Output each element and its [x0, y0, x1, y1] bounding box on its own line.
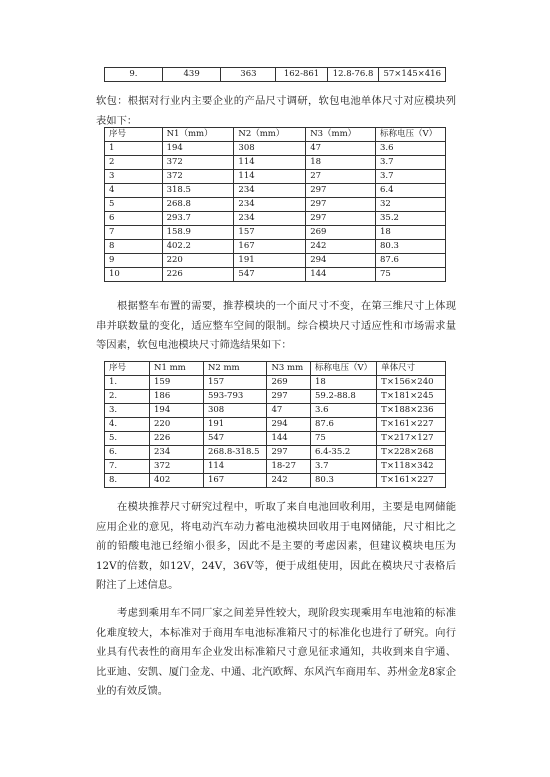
- table-cell: 268.8: [162, 198, 234, 212]
- table-cell: 9: [105, 254, 163, 268]
- table-row: [105, 404, 446, 418]
- table-cell: 363: [221, 68, 276, 82]
- table-cell: T×161×227: [377, 418, 446, 432]
- table-cell: 87.6: [376, 254, 446, 268]
- table-cell: 191: [234, 254, 306, 268]
- table-cell: 269: [267, 376, 311, 390]
- table-cell: 547: [234, 268, 306, 282]
- table-row: [105, 212, 446, 226]
- table-cell: 402: [150, 474, 204, 488]
- table-cell: 18: [376, 226, 446, 240]
- table-cell: 3: [105, 170, 163, 184]
- table-cell: 8.: [105, 474, 150, 488]
- column-header: N1（mm）: [162, 128, 234, 142]
- table-cell: 372: [162, 170, 234, 184]
- table-cell: 59.2-88.8: [311, 390, 377, 404]
- table-cell: 439: [162, 68, 221, 82]
- table-cell: 186: [150, 390, 204, 404]
- table-row: [105, 198, 446, 212]
- table-cell: 308: [234, 142, 306, 156]
- table-cell: 6.4-35.2: [311, 446, 377, 460]
- table-cell: 242: [306, 240, 376, 254]
- column-header: 序号: [105, 128, 163, 142]
- table-cell: 10: [105, 268, 163, 282]
- table-cell: 35.2: [376, 212, 446, 226]
- table-cell: 5.: [105, 432, 150, 446]
- table-cell: 80.3: [376, 240, 446, 254]
- table-cell: 167: [234, 240, 306, 254]
- table-cell: 114: [203, 460, 267, 474]
- table-cell: 80.3: [311, 474, 377, 488]
- table-row: [105, 170, 446, 184]
- table-cell: 402.2: [162, 240, 234, 254]
- table-cell: 234: [234, 212, 306, 226]
- table-cell: 114: [234, 170, 306, 184]
- table-row: [105, 474, 446, 488]
- table-row: [105, 142, 446, 156]
- table-cell: 372: [150, 460, 204, 474]
- table-row: [105, 254, 446, 268]
- table-row: [105, 156, 446, 170]
- table-body: [105, 362, 446, 488]
- table-cell: 4.: [105, 418, 150, 432]
- column-header: N2 mm: [203, 362, 267, 376]
- table-cell: 297: [306, 198, 376, 212]
- table-cell: 297: [267, 390, 311, 404]
- table-cell: 3.7: [311, 460, 377, 474]
- table-cell: 3.7: [376, 170, 446, 184]
- column-header: 单体尺寸: [377, 362, 446, 376]
- table-cell: 294: [306, 254, 376, 268]
- table-cell: 144: [306, 268, 376, 282]
- paragraph-module-recommendation: 根据整车布置的需要，推荐模块的一个面尺寸不变，在第三维尺寸上体现串并联数量的变化，适应整车空间的限制。综合模块尺寸适应性和市场需求量等因素，软包电池模块尺寸筛选结果如下：: [96, 300, 456, 351]
- table-cell: 47: [267, 404, 311, 418]
- table-cell: 75: [376, 268, 446, 282]
- column-header: N1 mm: [150, 362, 204, 376]
- table-cell: 2.: [105, 390, 150, 404]
- table-cell: 3.6: [311, 404, 377, 418]
- table-cell: 1: [105, 142, 163, 156]
- table-cell: 297: [306, 212, 376, 226]
- table-row: [105, 240, 446, 254]
- table-cell: 3.7: [376, 156, 446, 170]
- table-cell: 220: [150, 418, 204, 432]
- column-header: N3 mm: [267, 362, 311, 376]
- table-cell: 3.6: [376, 142, 446, 156]
- table-cell: 4: [105, 184, 163, 198]
- table-cell: 372: [162, 156, 234, 170]
- paragraph-recycling-opinion: 在模块推荐尺寸研究过程中，听取了来自电池回收利用，主要是电网储能应用企业的意见，将电动汽车动力蓄电池模块回收用于电网储能，尺寸相比之前的铅酸电池已经缩小很多，因此不是主要的考虑因素，但建议模块电压为12V的倍数，如12V，24V，36V等，便于成组使用，因此在模块尺寸表格后附注了上述信息。: [96, 501, 456, 591]
- column-header: 标称电压（V）: [311, 362, 377, 376]
- table-cell: 3.: [105, 404, 150, 418]
- column-header: 序号: [105, 362, 150, 376]
- table-cell: 18: [311, 376, 377, 390]
- table-row: [105, 226, 446, 240]
- paragraph-soft-pack-intro: 软包：根据对行业内主要企业的产品尺寸调研，软包电池单体尺寸对应模块列表如下：: [96, 95, 456, 127]
- table-header-row: [105, 362, 446, 376]
- table-cell: T×188×236: [377, 404, 446, 418]
- table-cell: T×181×245: [377, 390, 446, 404]
- table-cell: 1.: [105, 376, 150, 390]
- table-cell: 2: [105, 156, 163, 170]
- table-cell: 87.6: [311, 418, 377, 432]
- table-cell: 27: [306, 170, 376, 184]
- table-cell: 7.: [105, 460, 150, 474]
- table-cell: 57×145×416: [379, 68, 446, 82]
- table-cell: 6: [105, 212, 163, 226]
- table-row: [105, 418, 446, 432]
- table-cell: 293.7: [162, 212, 234, 226]
- table-cell: 234: [234, 198, 306, 212]
- table-row: [105, 376, 446, 390]
- table-cell: 114: [234, 156, 306, 170]
- table-body: [105, 128, 446, 282]
- column-header: N3（mm）: [306, 128, 376, 142]
- table-cell: 6.4: [376, 184, 446, 198]
- table-row: [105, 184, 446, 198]
- table-cell: 159: [150, 376, 204, 390]
- table-cell: T×217×127: [377, 432, 446, 446]
- table-cell: 12.8-76.8: [327, 68, 379, 82]
- table-cell: 242: [267, 474, 311, 488]
- table-cell: 194: [150, 404, 204, 418]
- table-cell: 167: [203, 474, 267, 488]
- table-cell: 191: [203, 418, 267, 432]
- table-cell: 32: [376, 198, 446, 212]
- table-cell: 18-27: [267, 460, 311, 474]
- table-cell: 18: [306, 156, 376, 170]
- table-cell: 157: [234, 226, 306, 240]
- table-cell: 547: [203, 432, 267, 446]
- table-row: [105, 446, 446, 460]
- table-cell: 226: [162, 268, 234, 282]
- table-row: [105, 460, 446, 474]
- table-cell: 47: [306, 142, 376, 156]
- continued-table-row: [104, 67, 446, 82]
- column-header: N2（mm）: [234, 128, 306, 142]
- soft-pack-module-table: [104, 361, 446, 488]
- table-cell: 5: [105, 198, 163, 212]
- table-cell: 308: [203, 404, 267, 418]
- table-cell: 226: [150, 432, 204, 446]
- table-cell: 269: [306, 226, 376, 240]
- table-cell: T×118×342: [377, 460, 446, 474]
- table-cell: 268.8-318.5: [203, 446, 267, 460]
- soft-pack-cell-table: [104, 127, 446, 282]
- table-row: [105, 68, 446, 82]
- table-cell: 144: [267, 432, 311, 446]
- table-row: [105, 390, 446, 404]
- table-cell: 593-793: [203, 390, 267, 404]
- table-cell: T×156×240: [377, 376, 446, 390]
- table-cell: 297: [306, 184, 376, 198]
- table-cell: 7: [105, 226, 163, 240]
- table-cell: 234: [234, 184, 306, 198]
- table-cell: 6.: [105, 446, 150, 460]
- table-cell: 297: [267, 446, 311, 460]
- table-cell: T×228×268: [377, 446, 446, 460]
- table-cell: 158.9: [162, 226, 234, 240]
- table-cell: 194: [162, 142, 234, 156]
- table-cell: 318.5: [162, 184, 234, 198]
- table-row: [105, 432, 446, 446]
- table-row: [105, 268, 446, 282]
- table-cell: 162-861: [276, 68, 327, 82]
- table-cell: 9.: [105, 68, 163, 82]
- table-cell: 234: [150, 446, 204, 460]
- paragraph-commercial-vehicle: 考虑到乘用车不同厂家之间差异性较大，现阶段实现乘用车电池箱的标准化难度较大，本标准对于商用车电池标准箱尺寸的标准化也进行了研究。向行业具有代表性的商用车企业发出标准箱尺寸意见征求通知，共收到来自宇通、比亚迪、安凯、厦门金龙、中通、北汽欧辉、东风汽车商用车、苏州金龙8家企业的有效反馈。: [96, 607, 456, 697]
- table-cell: 8: [105, 240, 163, 254]
- table-cell: T×161×227: [377, 474, 446, 488]
- table-cell: 75: [311, 432, 377, 446]
- column-header: 标称电压（V）: [376, 128, 446, 142]
- table-cell: 157: [203, 376, 267, 390]
- table-header-row: [105, 128, 446, 142]
- table-cell: 294: [267, 418, 311, 432]
- table-cell: 220: [162, 254, 234, 268]
